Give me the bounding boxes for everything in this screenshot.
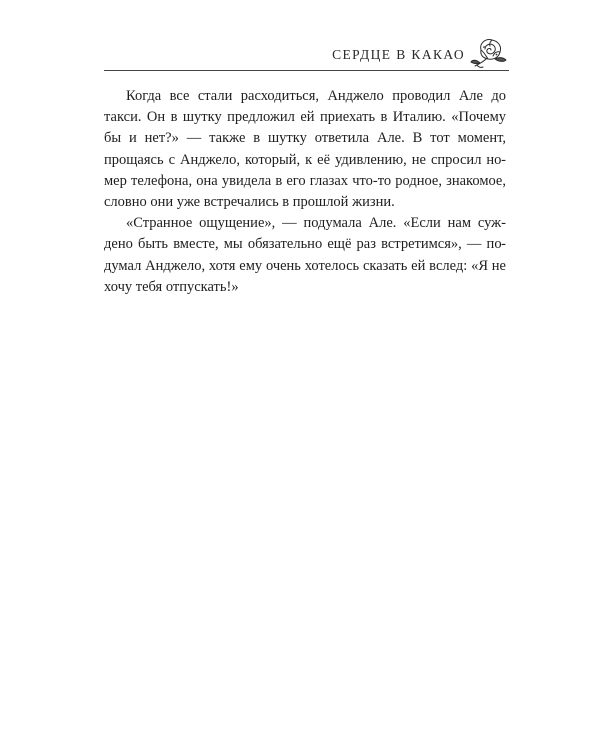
text-line: мое, словно они уже встречались в прошлой жизни. [104,172,506,211]
text-line: Когда все стали расходиться, Анджело проводил Але до [126,88,506,104]
running-header [104,35,509,69]
text-line: такси. Он в шутку предложил ей приехать в Италию. «Поче [104,109,490,126]
text-line: му бы и нет?» — также в шутку ответила Але. В тот момент, [104,109,506,147]
header-rule [104,70,509,71]
paragraph-1 [104,86,506,213]
text-line: дено быть вместе, мы обязательно ещё раз встретимся», — по [104,236,506,253]
body-text [104,86,506,298]
rose-icon [469,35,509,69]
text-line: думал Анджело, хотя ему очень хотелось сказать ей вслед: [104,257,472,274]
text-line: прощаясь с Анджело, который, к её удивлению, не спросил но [104,151,506,168]
text-line: «Я не хочу тебя отпускать!» [104,257,506,295]
text-line: «Странное ощущение», — подумала Але. «Если нам суж [126,215,506,232]
text-line: мер телефона, она увидела в его глазах что-то родное, знако [104,172,480,189]
paragraph-2 [104,213,506,298]
running-title: СЕРДЦЕ В КАКАО [332,47,465,62]
